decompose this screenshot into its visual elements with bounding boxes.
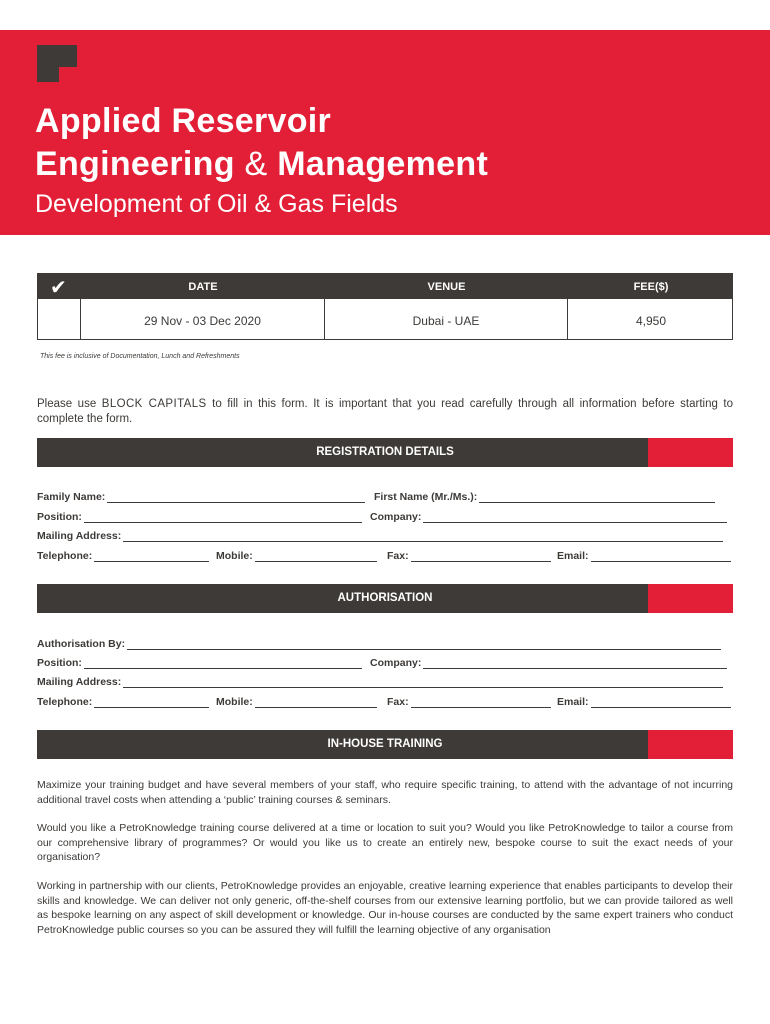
telephone-label: Telephone: [37,550,93,562]
header-venue: VENUE [427,281,466,293]
registration-section-bar [37,438,733,467]
mailing-address-label: Mailing Address: [37,530,122,542]
auth-mailing-address-field[interactable] [37,676,723,688]
form-instructions [37,397,733,427]
inhouse-paragraph-2: Would you like a PetroKnowledge training course delivered at a time or location to suit you? Would you like PetroKnowledge to tailor a course from our comprehensive library of programmes? Or would you like us to create an entirely new, bespoke course to suit the exact needs of your organisation? [37,822,733,863]
title-word-engineering: Engineering [35,145,235,183]
fee-table [37,273,733,340]
auth-position-field[interactable] [37,657,362,669]
header-date: DATE [188,281,218,293]
mobile-field[interactable] [216,550,377,562]
first-name-label: First Name (Mr./Ms.): [374,491,478,503]
auth-mobile-field[interactable] [216,696,377,708]
company-label: Company: [370,511,422,523]
email-field[interactable] [557,550,731,562]
auth-mobile-label: Mobile: [216,696,253,708]
first-name-field[interactable] [374,491,715,503]
inhouse-section-bar [37,730,733,759]
telephone-field[interactable] [37,550,209,562]
email-label: Email: [557,550,589,562]
select-checkbox[interactable] [38,299,80,340]
inhouse-paragraph-1: Maximize your training budget and have several members of your staff, who require specific training, to attend with the advantage of not incurring additional travel costs when attending a ‘public’ training courses & seminars. [37,779,733,806]
course-fee: 4,950 [635,314,667,328]
fee-table-row [38,299,732,340]
auth-position-label: Position: [37,657,82,669]
intro-text-end: to fill in this form. It is important that you read carefully through all information before starting to complete the form. [37,398,733,425]
family-name-field[interactable] [37,491,365,503]
auth-email-label: Email: [557,696,589,708]
fee-note: This fee is inclusive of Documentation, Lunch and Refreshments [40,353,240,360]
authorisation-title: AUTHORISATION [337,592,433,604]
auth-fax-label: Fax: [387,696,409,708]
fee-table-header [38,274,732,299]
auth-mailing-address-label: Mailing Address: [37,676,122,688]
registration-title: REGISTRATION DETAILS [316,446,454,458]
fax-field[interactable] [387,550,551,562]
auth-company-field[interactable] [370,657,727,669]
authorisation-section-bar [37,584,733,613]
inhouse-paragraph-3: Working in partnership with our clients, PetroKnowledge provides an enjoyable, creative learning experience that enables participants to develop their skills and knowledge. We can deliver not only generic, off-the-shelf courses from our extensive learning portfolio, but we can provide tailored as well as bespoke learning on any aspect of skill development or knowledge. Our in-house courses are conducted by the same expert trainers who conduct PetroKnowledge public courses so you can be assured they will fulfill the learning objective of any organisation [37,880,733,936]
checkmark-icon: ✔ [50,277,67,299]
auth-email-field[interactable] [557,696,731,708]
mailing-address-field[interactable] [37,530,723,542]
family-name-label: Family Name: [37,491,106,503]
intro-emphasis: BLOCK CAPITALS [101,398,207,410]
intro-text-start: Please use [37,398,102,410]
authorisation-by-field[interactable] [37,638,721,650]
position-label: Position: [37,511,82,523]
title-ampersand: & [244,145,268,183]
course-title-line2 [35,145,488,184]
auth-fax-field[interactable] [387,696,551,708]
logo-icon [37,45,77,82]
authorisation-by-label: Authorisation By: [37,638,126,650]
course-subtitle: Development of Oil & Gas Fields [35,190,398,218]
auth-telephone-field[interactable] [37,696,209,708]
course-date: 29 Nov - 03 Dec 2020 [144,314,261,328]
header-fee: FEE($) [633,281,669,293]
company-field[interactable] [370,511,727,523]
course-venue: Dubai - UAE [412,314,480,328]
auth-company-label: Company: [370,657,422,669]
position-field[interactable] [37,511,362,523]
auth-telephone-label: Telephone: [37,696,93,708]
course-title-line1: Applied Reservoir [35,102,332,140]
inhouse-title: IN-HOUSE TRAINING [327,738,443,750]
fax-label: Fax: [387,550,409,562]
title-word-management: Management [277,145,489,183]
mobile-label: Mobile: [216,550,253,562]
